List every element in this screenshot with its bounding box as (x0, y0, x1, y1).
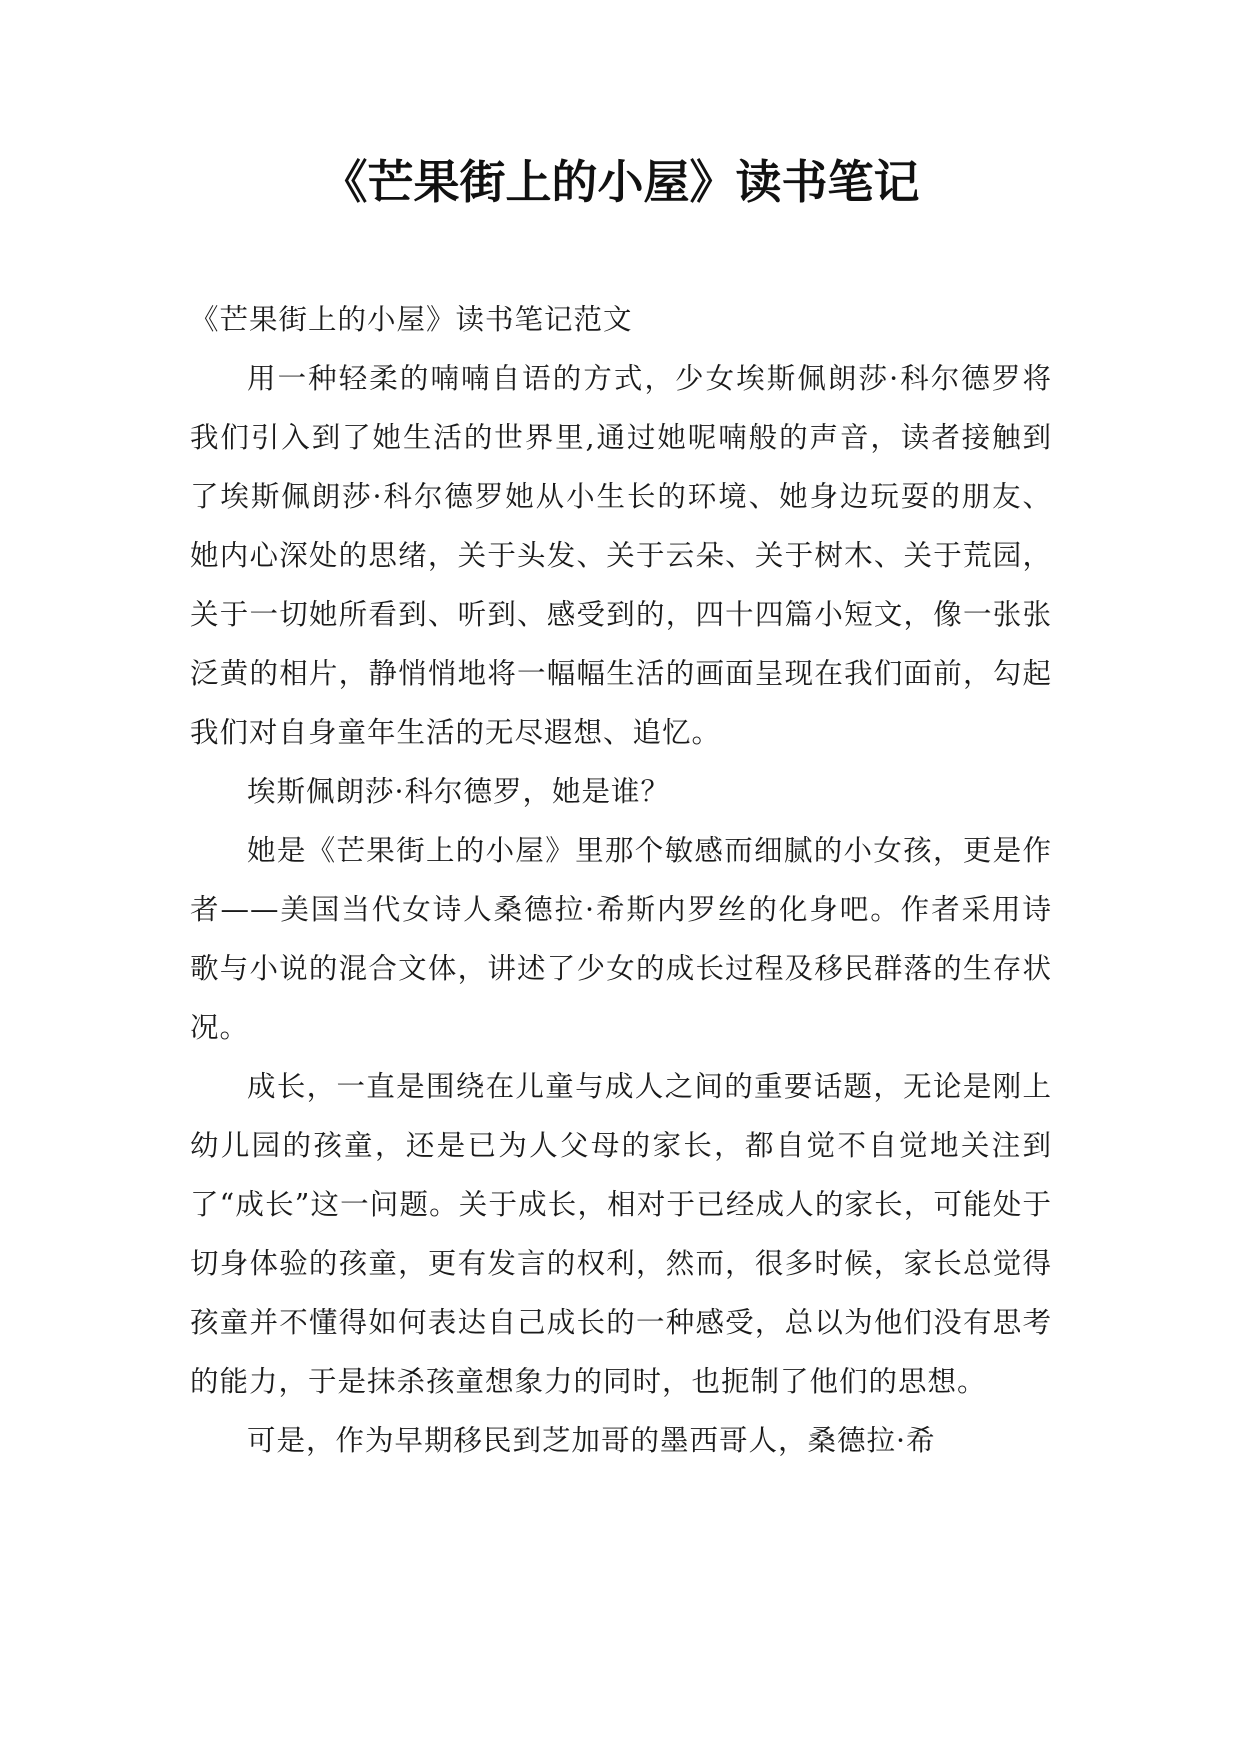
paragraph-4: 成长，一直是围绕在儿童与成人之间的重要话题，无论是刚上幼儿园的孩童，还是已为人父母的家长，都自觉不自觉地关注到了“成长”这一问题。关于成长，相对于已经成人的家长，可能处于切身体验的孩童，更有发言的权利，然而，很多时候，家长总觉得孩童并不懂得如何表达自己成长的一种感受，总以为他们没有思考的能力，于是抹杀孩童想象力的同时，也扼制了他们的思想。 (190, 1070, 1052, 1398)
paragraph-2: 埃斯佩朗莎·科尔德罗，她是谁？ (247, 775, 671, 808)
document-subtitle: 《芒果街上的小屋》读书笔记范文 (190, 303, 633, 336)
paragraph-5: 可是，作为早期移民到芝加哥的墨西哥人，桑德拉·希 (247, 1424, 936, 1457)
document-title: 《芒果街上的小屋》读书笔记 (321, 155, 920, 209)
paragraph-1: 用一种轻柔的喃喃自语的方式，少女埃斯佩朗莎·科尔德罗将我们引入到了她生活的世界里,通过她呢喃般的声音，读者接触到了埃斯佩朗莎·科尔德罗她从小生长的环境、她身边玩耍的朋友、她内心深处的思绪，关于头发、关于云朵、关于树木、关于荒园，关于一切她所看到、听到、感受到的，四十四篇小短文，像一张张泛黄的相片，静悄悄地将一幅幅生活的画面呈现在我们面前，勾起我们对自身童年生活的无尽遐想、追忆。 (190, 362, 1052, 749)
document-body (190, 290, 1052, 1470)
paragraph-3: 她是《芒果街上的小屋》里那个敏感而细腻的小女孩，更是作者——美国当代女诗人桑德拉·希斯内罗丝的化身吧。作者采用诗歌与小说的混合文体，讲述了少女的成长过程及移民群落的生存状况。 (190, 834, 1052, 1044)
